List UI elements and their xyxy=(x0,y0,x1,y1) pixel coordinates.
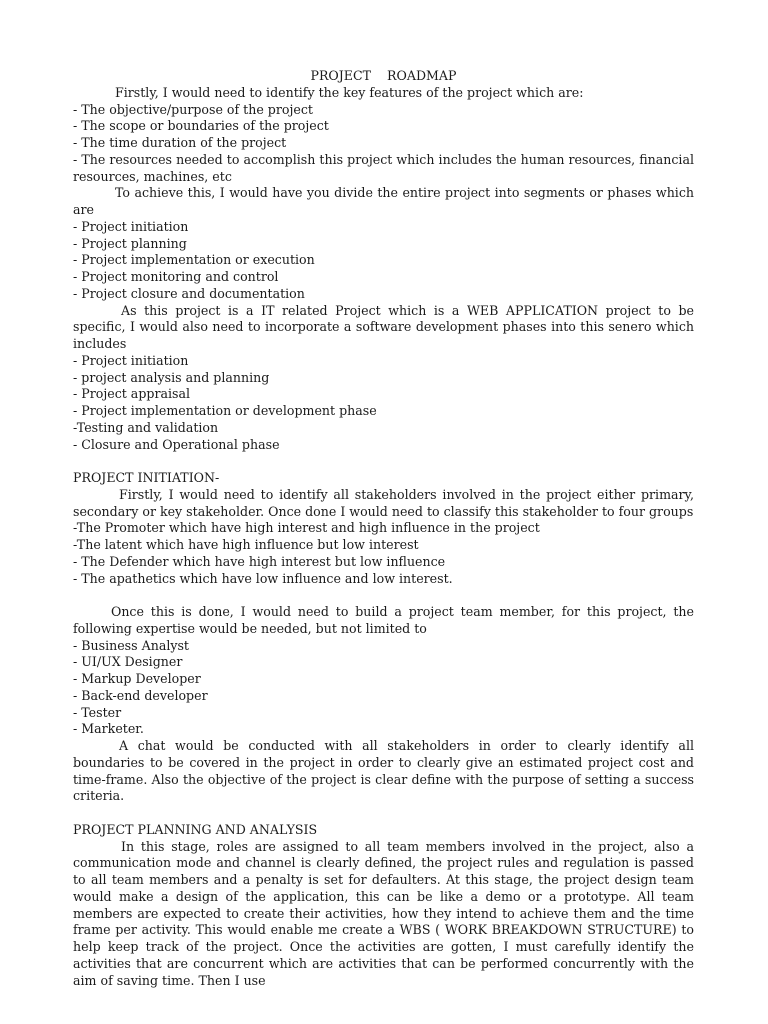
list-item: - The apathetics which have low influence and low interest. xyxy=(73,570,453,586)
list-item: - Marketer. xyxy=(73,721,144,737)
list-item: - Markup Developer xyxy=(73,671,201,686)
list-item: -The Promoter which have high interest and high influence in the project xyxy=(73,520,540,536)
document-title: PROJECT ROADMAP xyxy=(310,68,457,83)
list-item: - Project closure and documentation xyxy=(73,285,305,301)
list-item: - Project implementation or execution xyxy=(73,252,315,268)
list-item: -Testing and validation xyxy=(73,419,219,435)
list-item: - UI/UX Designer xyxy=(73,654,183,670)
list-item: - Project initiation xyxy=(73,352,189,368)
intro-paragraph-1: Firstly, I would need to identify the key features of the project which are: xyxy=(115,84,584,100)
document-page xyxy=(73,68,694,989)
software-phases-list xyxy=(73,353,694,454)
section-heading-initiation: PROJECT INITIATION- xyxy=(73,470,220,485)
section-heading-planning: PROJECT PLANNING AND ANALYSIS xyxy=(73,821,318,837)
list-item: - Project implementation or development phase xyxy=(73,403,377,418)
intro-paragraph-2: To achieve this, I would have you divide the entire project into segments or phases which are xyxy=(73,185,694,217)
phases-list xyxy=(73,219,694,303)
list-item: - Project planning xyxy=(73,235,187,251)
spacer xyxy=(73,587,694,604)
list-item: - Project monitoring and control xyxy=(73,269,279,284)
list-item: - The scope or boundaries of the project xyxy=(73,118,329,134)
list-item: - Closure and Operational phase xyxy=(73,436,280,452)
initiation-paragraph-2: Once this is done, I would need to build a project team member, for this project, the following expertise would be needed, but not limited to xyxy=(73,604,694,636)
list-item: - Project initiation xyxy=(73,218,189,234)
list-item: - Project appraisal xyxy=(73,386,190,402)
planning-paragraph-1: In this stage, roles are assigned to all team members involved in the project, also a communication mode and channel is clearly defined, the project rules and regulation is passed to all team members and a penalty is set for defaulters. At this stage, the project design team would make a design of the application, this can be like a demo or a prototype. All team members are expected to create their activities, how they intend to achieve them and the time frame per activity. This would enable me create a WBS ( WORK BREAKDOWN STRUCTURE) to help keep track of the project. Once the activities are gotten, I must carefully identify the activities that are concurrent which are activities that can be performed concurrently with the aim of saving time. Then I use xyxy=(73,838,694,988)
team-expertise-list xyxy=(73,638,694,739)
list-item: - The resources needed to accomplish this project which includes the human resources, financial resources, machines, etc xyxy=(73,151,694,184)
initiation-paragraph-3: A chat would be conducted with all stakeholders in order to clearly identify all boundaries to be covered in the project in order to clearly give an estimated project cost and time-frame. Also the objective of the project is clear define with the purpose of setting a success criteria. xyxy=(73,738,694,804)
list-item: - project analysis and planning xyxy=(73,369,270,385)
list-item: - Business Analyst xyxy=(73,637,189,653)
stakeholder-groups-list xyxy=(73,520,694,587)
intro-paragraph-3: As this project is a IT related Project which is a WEB APPLICATION project to be specific, I would also need to incorporate a software development phases into this senero which includes xyxy=(73,302,694,351)
list-item: - Tester xyxy=(73,704,122,720)
spacer xyxy=(73,453,694,470)
list-item: -The latent which have high influence but low interest xyxy=(73,537,419,552)
spacer xyxy=(73,805,694,822)
key-features-list xyxy=(73,102,694,186)
initiation-paragraph-1: Firstly, I would need to identify all stakeholders involved in the project either primary, secondary or key stakeholder. Once done I would need to classify this stakeholder to four groups xyxy=(73,486,694,519)
list-item: - Back-end developer xyxy=(73,687,208,703)
list-item: - The time duration of the project xyxy=(73,135,287,150)
list-item: - The Defender which have high interest but low influence xyxy=(73,553,446,569)
list-item: - The objective/purpose of the project xyxy=(73,101,313,117)
